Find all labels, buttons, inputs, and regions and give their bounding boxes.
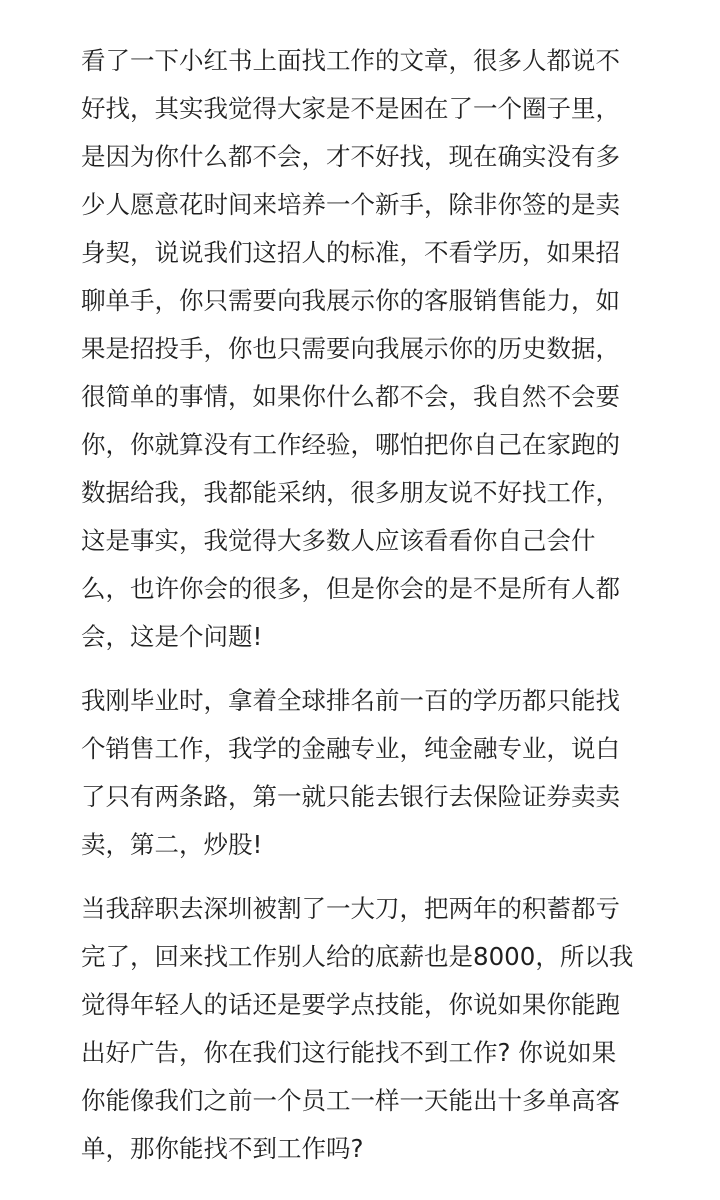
text-line: 了只有两条路，第一就只能去银行去保险证券卖卖 (81, 782, 620, 811)
text-line: 很简单的事情，如果你什么都不会，我自然不会要 (81, 382, 620, 411)
text-line: 完了，回来找工作别人给的底薪也是8000，所以我 (81, 942, 634, 971)
text-line: 我刚毕业时，拿着全球排名前一百的学历都只能找 (81, 686, 620, 715)
text-line: 觉得年轻人的话还是要学点技能，你说如果你能跑 (81, 990, 620, 1019)
text-line: 你，你就算没有工作经验，哪怕把你自己在家跑的 (81, 430, 620, 459)
text-line: 单，那你能找不到工作吗? (81, 1134, 364, 1163)
text-line: 个销售工作，我学的金融专业，纯金融专业，说白 (81, 734, 620, 763)
text-line: 看了一下小红书上面找工作的文章，很多人都说不 (81, 46, 620, 75)
post-body (81, 37, 701, 1189)
text-line: 聊单手，你只需要向我展示你的客服销售能力，如 (81, 286, 620, 315)
text-line: 么，也许你会的很多，但是你会的是不是所有人都 (81, 574, 620, 603)
text-line: 当我辞职去深圳被割了一大刀，把两年的积蓄都亏 (81, 894, 620, 923)
text-line: 你能像我们之前一个员工一样一天能出十多单高客 (81, 1086, 620, 1115)
paragraph-2 (81, 677, 701, 869)
paragraph-1 (81, 37, 701, 661)
text-line: 是因为你什么都不会，才不好找，现在确实没有多 (81, 142, 620, 171)
text-line: 数据给我，我都能采纳，很多朋友说不好找工作， (81, 478, 620, 507)
text-line: 少人愿意花时间来培养一个新手，除非你签的是卖 (81, 190, 620, 219)
text-line: 果是招投手，你也只需要向我展示你的历史数据， (81, 334, 620, 363)
text-line: 好找，其实我觉得大家是不是困在了一个圈子里， (81, 94, 620, 123)
text-line: 这是事实，我觉得大多数人应该看看你自己会什 (81, 526, 596, 555)
text-line: 身契，说说我们这招人的标准，不看学历，如果招 (81, 238, 620, 267)
text-line: 卖，第二，炒股! (81, 830, 263, 859)
text-line: 出好广告，你在我们这行能找不到工作? 你说如果 (81, 1038, 617, 1067)
paragraph-3 (81, 885, 701, 1173)
text-line: 会，这是个问题! (81, 622, 263, 651)
